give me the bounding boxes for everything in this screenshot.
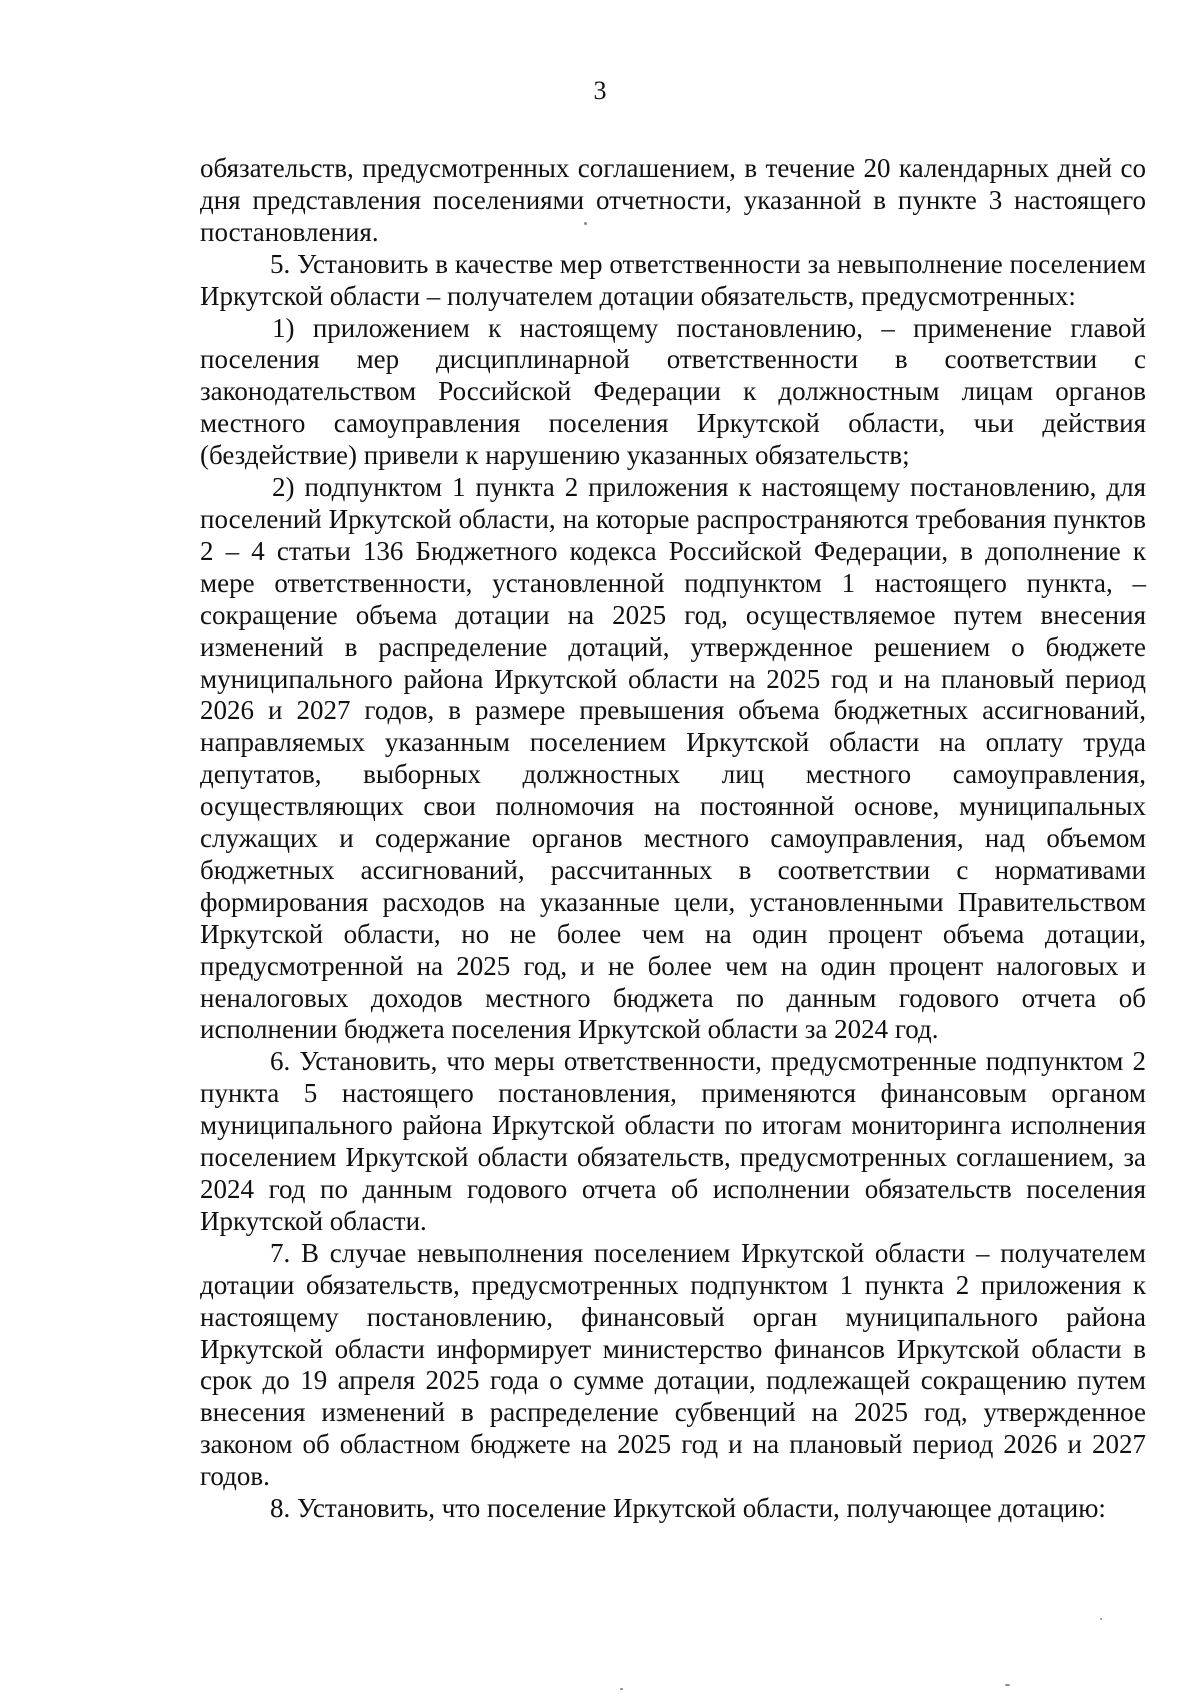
paragraph-item-7: 7. В случае невыполнения поселением Иркутской области – получателем дотации обязательств, предусмотренных подпунктом 1 пункта 2 приложения к настоящему постановлению, финансовый орган муниципального района Иркутской области информирует министерство финансов Иркутской области в срок до 19 апреля 2025 года о сумме дотации, подлежащей сокращению путем внесения изменений в распределение субвенций на 2025 год, утвержденное законом об областном бюджете на 2025 год и на плановый период 2026 и 2027 годов. bbox=[200, 1237, 1146, 1492]
page-number: 3 bbox=[593, 76, 607, 105]
paragraph-continuation: обязательств, предусмотренных соглашением, в течение 20 календарных дней со дня представления поселениями отчетности, указанной в пункте 3 настоящего постановления. bbox=[200, 153, 1146, 247]
scan-speck bbox=[1100, 1618, 1102, 1620]
paragraph-item-6: 6. Установить, что меры ответственности, предусмотренные подпунктом 2 пункта 5 настоящего постановления, применяются финансовым органом муниципального района Иркутской области по итогам мониторинга исполнения поселением Иркутской области обязательств, предусмотренных соглашением, за 2024 год по данным годового отчета об исполнении обязательств поселения Иркутской области. bbox=[200, 1046, 1146, 1236]
scan-speck bbox=[1005, 1684, 1010, 1686]
paragraph-subitem-5-1: 1) приложением к настоящему постановлению, – применение главой поселения мер дисциплинарной ответственности в соответствии с законодательством Российской Федерации к должностным лицам органов местного самоуправления поселения Иркутской области, чьи действия (бездействие) привели к нарушению указанных обязательств; bbox=[200, 312, 1146, 471]
document-body bbox=[200, 153, 1146, 1525]
scan-speck bbox=[584, 222, 587, 225]
paragraph-item-8: 8. Установить, что поселение Иркутской области, получающее дотацию: bbox=[270, 1493, 1106, 1524]
scan-speck bbox=[620, 1688, 623, 1690]
paragraph-subitem-5-2: 2) подпунктом 1 пункта 2 приложения к настоящему постановлению, для поселений Иркутской области, на которые распространяются требования пунктов 2 – 4 статьи 136 Бюджетного кодекса Российской Федерации, в дополнение к мере ответственности, установленной подпунктом 1 настоящего пункта, – сокращение объема дотации на 2025 год, осуществляемое путем внесения изменений в распределение дотаций, утвержденное решением о бюджете муниципального района Иркутской области на 2025 год и на плановый период 2026 и 2027 годов, в размере превышения объема бюджетных ассигнований, направляемых указанным поселением Иркутской области на оплату труда депутатов, выборных должностных лиц местного самоуправления, осуществляющих свои полномочия на постоянной основе, муниципальных служащих и содержание органов местного самоуправления, над объемом бюджетных ассигнований, рассчитанных в соответствии с нормативами формирования расходов на указанные цели, установленными Правительством Иркутской области, но не более чем на один процент объема дотации, предусмотренной на 2025 год, и не более чем на один процент налоговых и неналоговых доходов местного бюджета по данным годового отчета об исполнении бюджета поселения Иркутской области за 2024 год. bbox=[200, 472, 1146, 1045]
paragraph-item-5: 5. Установить в качестве мер ответственности за невыполнение поселением Иркутской области – получателем дотации обязательств, предусмотренных: bbox=[200, 248, 1146, 311]
